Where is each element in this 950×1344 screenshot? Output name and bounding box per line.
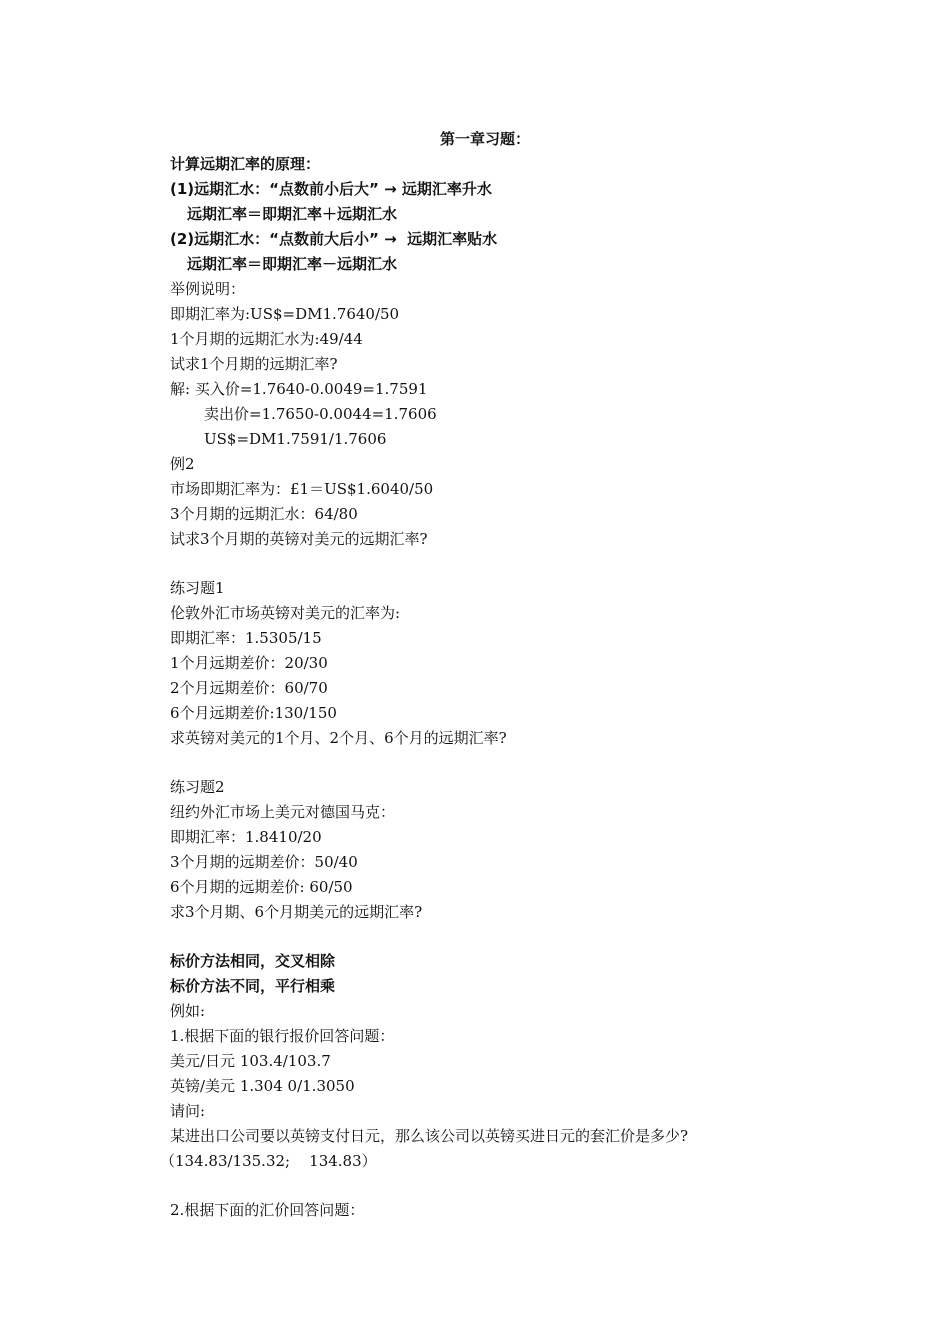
exercise2-label: 练习题2 <box>170 778 225 796</box>
page-title: 第一章习题： <box>439 130 530 148</box>
cross-ask: 请问: <box>170 1102 206 1120</box>
example1-label: 举例说明： <box>170 280 246 298</box>
example1-answer-buy: 解: 买入价=1.7640-0.0049=1.7591 <box>170 380 428 398</box>
example2-spot: 市场即期汇率为：£1＝US$1.6040/50 <box>170 480 434 498</box>
exercise2-intro: 纽约外汇市场上美元对德国马克： <box>170 803 396 821</box>
exercise1-month6: 6个月远期差价:130/150 <box>170 704 337 722</box>
cross-usd-jpy-quote: 美元/日元 103.4/103.7 <box>170 1052 331 1070</box>
cross-q2-intro: 2.根据下面的汇价回答问题： <box>170 1201 365 1219</box>
principle-rule-2: (2)远期汇水：“点数前大后小” → 远期汇率贴水 <box>170 230 498 248</box>
exercise1-intro: 伦敦外汇市场英镑对美元的汇率为: <box>170 604 401 622</box>
cross-gbp-usd-quote: 英镑/美元 1.304 0/1.3050 <box>170 1077 355 1095</box>
exercise1-label: 练习题1 <box>170 579 225 597</box>
cross-q1-intro: 1.根据下面的银行报价回答问题： <box>170 1027 395 1045</box>
cross-answer: （134.83/135.32; 134.83） <box>160 1152 377 1170</box>
principle-rule-1: (1)远期汇水：“点数前小后大” → 远期汇率升水 <box>170 180 492 198</box>
exercise1-question: 求英镑对美元的1个月、2个月、6个月的远期汇率? <box>170 729 507 747</box>
example2-forward: 3个月期的远期汇水：64/80 <box>170 505 358 523</box>
exercise1-month1: 1个月远期差价：20/30 <box>170 654 328 672</box>
exercise2-spot: 即期汇率：1.8410/20 <box>170 828 322 846</box>
exercise2-month6: 6个月期的远期差价: 60/50 <box>170 878 353 896</box>
exercise1-month2: 2个月远期差价：60/70 <box>170 679 328 697</box>
cross-example-label: 例如: <box>170 1002 206 1020</box>
principle-formula-2: 远期汇率＝即期汇率－远期汇水 <box>187 255 398 273</box>
example1-answer-sell: 卖出价=1.7650-0.0044=1.7606 <box>204 405 437 423</box>
principle-heading: 计算远期汇率的原理： <box>170 155 321 173</box>
example1-forward: 1个月期的远期汇水为:49/44 <box>170 330 363 348</box>
example1-answer-result: US$=DM1.7591/1.7606 <box>204 430 387 448</box>
example1-spot: 即期汇率为:US$=DM1.7640/50 <box>170 305 400 323</box>
cross-rule-2: 标价方法不同，平行相乘 <box>170 977 336 995</box>
exercise2-question: 求3个月期、6个月期美元的远期汇率? <box>170 903 423 921</box>
cross-question: 某进出口公司要以英镑支付日元，那么该公司以英镑买进日元的套汇价是多少? <box>170 1127 689 1145</box>
cross-rule-1: 标价方法相同，交叉相除 <box>170 952 336 970</box>
example2-question: 试求3个月期的英镑对美元的远期汇率? <box>170 530 428 548</box>
example1-question: 试求1个月期的远期汇率? <box>170 355 338 373</box>
exercise1-spot: 即期汇率：1.5305/15 <box>170 629 322 647</box>
exercise2-month3: 3个月期的远期差价：50/40 <box>170 853 358 871</box>
example2-label: 例2 <box>170 455 195 473</box>
principle-formula-1: 远期汇率＝即期汇率＋远期汇水 <box>187 205 398 223</box>
